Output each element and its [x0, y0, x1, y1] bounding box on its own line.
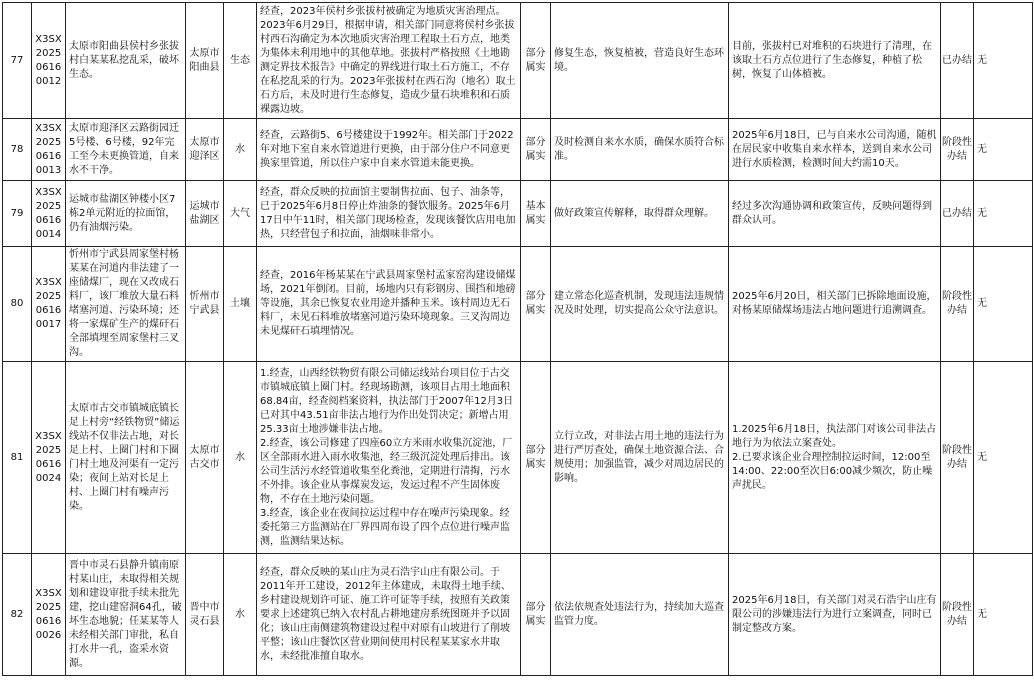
handling-result: 阶段性办结: [941, 119, 974, 181]
reported-issue: 太原市古交市镇城底镇长足上村旁“经铁物贸”储运线站不仅非法占地，对长足上村、上圈门村和下圈门村土地及河渠有一定污染；夜间上站对长足上村、上圈门村有噪声污染。: [66, 362, 186, 554]
investigation-findings: 经查，群众反映的某山庄为灵石浩宇山庄有限公司。于2011年开工建设，2012年主体建成，未取得土地手续、乡村建设规划许可证、施工许可证等手续，按照有关政策要求上述建筑已纳入农村乱占耕地建房系统图斑并予以固化；该山庄南侧建筑物建设过程中对原有山坡进行了削坡平整；该山庄餐饮区营业期间使用村民程某某家水井取水，未经批准擅自取水。: [257, 554, 521, 676]
reported-issue: 太原市迎泽区云路街园迁5号楼、6号楼，92年完工至今未更换管道，自来水不干净。: [66, 119, 186, 181]
handling-result: 已办结: [941, 181, 974, 247]
rectification-measures: 及时检测自来水水质，确保水质符合标准。: [551, 119, 729, 181]
investigation-findings: 经查，群众反映的拉面馆主要制售拉面、包子、油条等，已于2025年6月8日停止炸油条的餐饮服务。2025年6月17日中午11时，相关部门现场检查，发现该餐饮店用电加热，只经营包子和拉面，油烟味非常小。: [257, 181, 521, 247]
row-number: 82: [3, 554, 32, 676]
case-code: X3SX202506160014: [32, 181, 66, 247]
investigation-findings: 经查，2016年杨某某在宁武县周家堡村孟家窑沟建设储煤场，2021年倒闭。目前，场地内只有彩钢房、围挡和地磅等设施，其余已恢复农业用途并播种玉米。该村周边无石料厂，未见石料堆放堵塞河道污染环境现象。三叉沟周边未见煤矸石填埋情况。: [257, 247, 521, 362]
pollution-type: 大气: [224, 181, 257, 247]
accountability-status: 无: [974, 119, 1033, 181]
table-row: [3, 119, 1033, 181]
reported-issue: 晋中市灵石县静升镇南原村某山庄，未取得相关规划和建设审批手续未批先建，挖山建窑洞64孔，破坏生态地貌；任某某等人未经相关部门审批，私自打水井一孔，盗采水资源。: [66, 554, 186, 676]
rectification-measures: 依法依规查处违法行为，持续加大巡查监管力度。: [551, 554, 729, 676]
table-row: [3, 554, 1033, 676]
row-number: 80: [3, 247, 32, 362]
row-number: 79: [3, 181, 32, 247]
table-row: [3, 247, 1033, 362]
row-number: 81: [3, 362, 32, 554]
accountability-status: 无: [974, 554, 1033, 676]
accountability-status: 无: [974, 181, 1033, 247]
admin-area: 运城市盐湖区: [186, 181, 224, 247]
verification-status: 基本属实: [521, 181, 551, 247]
handling-progress: 经过多次沟通协调和政策宣传，反映问题得到群众认可。: [729, 181, 941, 247]
pollution-type: 生态: [224, 3, 257, 119]
admin-area: 太原市迎泽区: [186, 119, 224, 181]
verification-status: 部分属实: [521, 554, 551, 676]
investigation-findings: 1.经查，山西经铁物贸有限公司储运线站台项目位于古交市镇城底镇上圈门村。经现场勘测，该项目占用土地面积68.84亩，经查阅档案资料，执法部门于2007年12月3日已对其中43.51亩非法占地行为作出处罚决定；新增占用25.33亩土地涉嫌非法占地。 2.经查，该公司修建了四座60立方米雨水收集沉淀池，厂区全部雨水进入雨水收集池，经三级沉淀处理后排出。该公司生活污水经管道收集至化粪池，定期进行清掏，污水不外排。该企业从事煤炭发运，发运过程不产生固体废物，不存在土地污染问题。 3.经查，该企业在夜间拉运过程中存在噪声污染现象。经委托第三方监测站在厂界四周布设了四个点位进行噪声监测，监测结果达标。: [257, 362, 521, 554]
row-number: 77: [3, 3, 32, 119]
handling-progress: 2025年6月20日，相关部门已拆除地面设施，对杨某原储煤场违法占地问题进行追溯调查。: [729, 247, 941, 362]
pollution-type: 水: [224, 119, 257, 181]
table-row: [3, 3, 1033, 119]
admin-area: 太原市阳曲县: [186, 3, 224, 119]
admin-area: 太原市古交市: [186, 362, 224, 554]
case-code: X3SX202506160024: [32, 362, 66, 554]
handling-progress: 2025年6月18日，已与自来水公司沟通，随机在居民家中收集自来水样本，送到自来水公司进行水质检测，检测时间大约需10天。: [729, 119, 941, 181]
pollution-type: 水: [224, 362, 257, 554]
case-code: X3SX202506160012: [32, 3, 66, 119]
reported-issue: 太原市阳曲县侯村乡张拔村白某某私挖乱采，破坏生态。: [66, 3, 186, 119]
handling-progress: 目前，张拔村已对堆积的石块进行了清理，在该取土石方点位进行了生态修复，种植了松树，恢复了山体植被。: [729, 3, 941, 119]
rectification-measures: 立行立改，对非法占用土地的违法行为进行严厉查处，确保土地资源合法、合规使用；加强监管，减少对周边居民的影响。: [551, 362, 729, 554]
verification-status: 部分属实: [521, 247, 551, 362]
handling-result: 已办结: [941, 3, 974, 119]
accountability-status: 无: [974, 3, 1033, 119]
case-code: X3SX202506160026: [32, 554, 66, 676]
investigation-findings: 经查，云路街5、6号楼建设于1992年。相关部门于2022年对地下室自来水管道进行更换，由于部分住户不同意更换家里管道，所以住户家中自来水管道未能更换。: [257, 119, 521, 181]
rectification-measures: 做好政策宣传解释，取得群众理解。: [551, 181, 729, 247]
handling-progress: 2025年6月18日，有关部门对灵石浩宇山庄有限公司的涉嫌违法行为进行立案调查，同时已制定整改方案。: [729, 554, 941, 676]
pollution-type: 水: [224, 554, 257, 676]
reported-issue: 忻州市宁武县周家堡村杨某某在河道内非法建了一座储煤厂，现在又改成石料厂，该厂堆放大量石料堵塞河道、污染环境；还将一家煤矿生产的煤矸石全部填埋至周家堡村三叉沟。: [66, 247, 186, 362]
table-row: [3, 181, 1033, 247]
verification-status: 部分属实: [521, 3, 551, 119]
pollution-type: 土壤: [224, 247, 257, 362]
admin-area: 忻州市宁武县: [186, 247, 224, 362]
case-code: X3SX202506160017: [32, 247, 66, 362]
handling-progress: 1.2025年6月18日，执法部门对该公司非法占地行为为依法立案查处。 2.已要求该企业合理控制拉运时间，12:00至14:00、22:00至次日6:00减少频次，防止噪声扰民。: [729, 362, 941, 554]
rectification-measures: 建立常态化巡查机制，发现违法违规情况及时处理，切实提高公众守法意识。: [551, 247, 729, 362]
case-table-body: [3, 3, 1033, 676]
handling-result: 阶段性办结: [941, 362, 974, 554]
table-row: [3, 362, 1033, 554]
handling-result: 阶段性办结: [941, 554, 974, 676]
handling-result: 阶段性办结: [941, 247, 974, 362]
case-code: X3SX202506160013: [32, 119, 66, 181]
accountability-status: 无: [974, 362, 1033, 554]
reported-issue: 运城市盐湖区钟楼小区7栋2单元附近的拉面馆，仍有油烟污染。: [66, 181, 186, 247]
rectification-measures: 修复生态，恢复植被，营造良好生态环境。: [551, 3, 729, 119]
verification-status: 部分属实: [521, 119, 551, 181]
accountability-status: 无: [974, 247, 1033, 362]
admin-area: 晋中市灵石县: [186, 554, 224, 676]
row-number: 78: [3, 119, 32, 181]
case-table: [2, 2, 1033, 676]
verification-status: 部分属实: [521, 362, 551, 554]
investigation-findings: 经查，2023年侯村乡张拔村被确定为地质灾害治理点。2023年6月29日，根据申请，相关部门同意将侯村乡张拔村西石沟确定为本次地质灾害治理工程取土石方点，地类为集体未利用地中的其他草地。张拔村严格按照《土地勘测定界技术报告》中确定的界线进行取土石方施工，不存在私挖乱采的行为。2023年张拔村在西石沟（地名）取土石方后，未及时进行生态修复，造成少量石块堆积和石质裸露边坡。: [257, 3, 521, 119]
